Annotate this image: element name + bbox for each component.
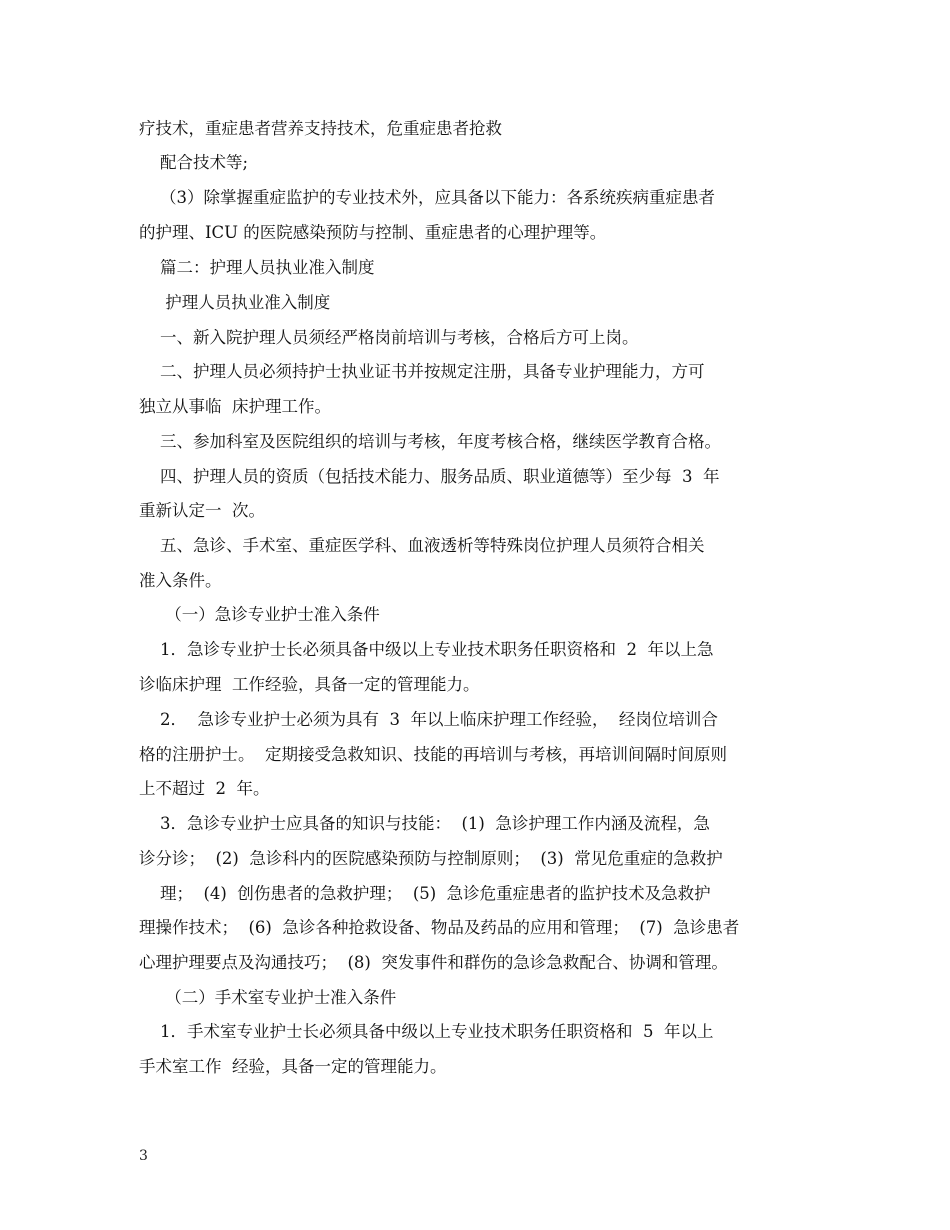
text-line: 格的注册护士。 定期接受急救知识、技能的再培训与考核，再培训间隔时间原则 — [139, 745, 727, 764]
text-line: 重新认定一 次。 — [139, 501, 265, 520]
text-line: 理； (4) 创伤患者的急救护理； (5) 急诊危重症患者的监护技术及急救护 — [139, 884, 711, 903]
subsection-heading: （二）手术室专业护士准入条件 — [139, 988, 397, 1007]
text-line: 1．急诊专业护士长必须具备中级以上专业技术职务任职资格和 2 年以上急 — [139, 640, 714, 659]
text-line: 理操作技术； (6) 急诊各种抢救设备、物品及药品的应用和管理； (7) 急诊患者 — [139, 918, 740, 937]
section-heading: 篇二：护理人员执业准入制度 — [139, 258, 375, 277]
text-line: 诊分诊； (2) 急诊科内的医院感染预防与控制原则； (3) 常见危重症的急救护 — [139, 849, 723, 868]
text-line: 配合技术等; — [139, 153, 249, 172]
text-line: 一、新入院护理人员须经严格岗前培训与考核，合格后方可上岗。 — [139, 328, 639, 347]
text-line: 三、参加科室及医院组织的培训与考核，年度考核合格，继续医学教育合格。 — [139, 432, 721, 451]
text-line: 二、护理人员必须持护士执业证书并按规定注册，具备专业护理能力，方可 — [139, 362, 705, 381]
text-line: 准入条件。 — [139, 571, 222, 590]
text-line: 四、护理人员的资质（包括技术能力、服务品质、职业道德等）至少每 3 年 — [139, 467, 720, 486]
text-line: （3）除掌握重症监护的专业技术外，应具备以下能力：各系统疾病重症患者 — [139, 188, 715, 207]
text-line: 疗技术，重症患者营养支持技术，危重症患者抢救 — [139, 119, 502, 138]
text-line: 上不超过 2 年。 — [139, 779, 270, 798]
text-line: 的护理、ICU 的医院感染预防与控制、重症患者的心理护理等。 — [139, 223, 607, 242]
text-line: 五、急诊、手术室、重症医学科、血液透析等特殊岗位护理人员须符合相关 — [139, 536, 705, 555]
subsection-heading: （一）急诊专业护士准入条件 — [139, 605, 380, 624]
document-title: 护理人员执业准入制度 — [139, 293, 331, 312]
text-line: 手术室工作 经验，具备一定的管理能力。 — [139, 1057, 447, 1076]
page-number: 3 — [139, 1148, 148, 1164]
text-line: 3．急诊专业护士应具备的知识与技能： (1) 急诊护理工作内涵及流程，急 — [139, 814, 710, 833]
text-line: 2． 急诊专业护士必须为具有 3 年以上临床护理工作经验， 经岗位培训合 — [139, 710, 718, 729]
text-line: 诊临床护理 工作经验，具备一定的管理能力。 — [139, 675, 480, 694]
text-line: 1．手术室专业护士长必须具备中级以上专业技术职务任职资格和 5 年以上 — [139, 1022, 714, 1041]
text-line: 心理护理要点及沟通技巧； (8) 突发事件和群伤的急诊急救配合、协调和管理。 — [139, 953, 728, 972]
text-line: 独立从事临 床护理工作。 — [139, 397, 331, 416]
